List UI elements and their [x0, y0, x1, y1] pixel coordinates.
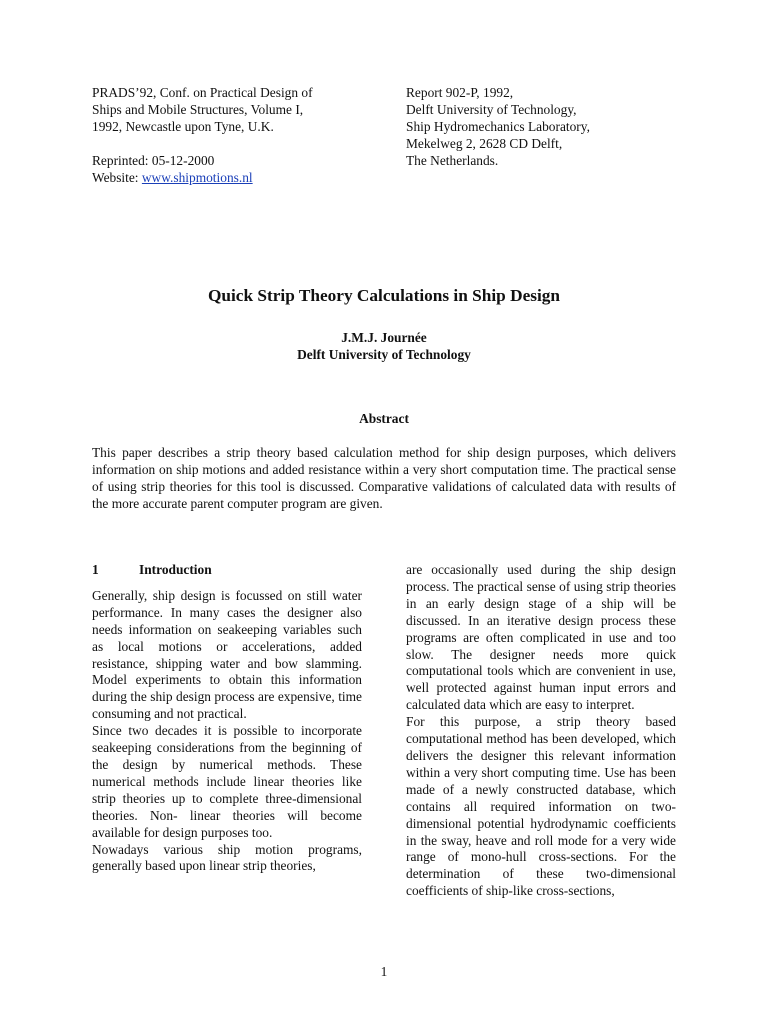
paper-title: Quick Strip Theory Calculations in Ship Design	[207, 286, 561, 305]
intro-paragraph-1: Generally, ship design is focussed on still water performance. In many cases the designer also needs information on seakeeping variables such as local motions or accelerations, added resistance, shipping water and bow slamming. Model experiments to obtain this information during the ship design process are expensive, time consuming and not practical.	[92, 587, 362, 722]
conference-line-1: PRADS’92, Conf. on Practical Design of	[92, 85, 313, 100]
reprint-date: Reprinted: 05-12-2000	[92, 153, 215, 168]
section-number: 1	[92, 562, 99, 577]
website-line	[92, 169, 392, 186]
author-block	[0, 329, 768, 363]
publication-info	[92, 84, 392, 186]
intro-paragraph-3: Nowadays various ship motion programs, generally based upon linear strip theories,	[92, 841, 362, 874]
intro-paragraph-5: For this purpose, a strip theory based computational method has been developed, which delivers the designer this relevant information within a very short computing time. Use has been made of a newly constructed database, which contains all required information on two-dimensional potential hydrodynamic coefficients in the sway, heave and roll mode for a very wide range of mono-hull cross-sections. For the determination of these two-dimensional coefficients of ship-like cross-sections,	[406, 714, 676, 899]
report-line-5: The Netherlands.	[406, 153, 499, 168]
website-link[interactable]: www.shipmotions.nl	[141, 170, 253, 185]
right-column	[406, 562, 676, 900]
abstract-text: This paper describes a strip theory based calculation method for ship design purposes, which delivers information on ship motions and added resistance within a very short computation time. The practical sense of using strip theories for this tool is discussed. Comparative validations of calculated data with results of the more accurate parent computer program are given.	[92, 445, 676, 511]
page-number: 1	[380, 964, 388, 979]
author-name: J.M.J. Journée	[341, 330, 427, 345]
report-line-1: Report 902-P, 1992,	[406, 85, 514, 100]
author-affiliation: Delft University of Technology	[297, 347, 471, 362]
report-line-3: Ship Hydromechanics Laboratory,	[406, 119, 590, 134]
intro-paragraph-4: are occasionally used during the ship design process. The practical sense of using strip theories in an early design stage of a ship will be discussed. In an iterative design process these programs are often complicated in use and too slow. The designer needs more quick computational tools which are convenient in use, well protected against human input errors and calculated data which are easy to interpret.	[406, 562, 676, 713]
abstract-heading: Abstract	[359, 411, 409, 426]
report-line-2: Delft University of Technology,	[406, 102, 577, 117]
report-info	[406, 84, 706, 169]
left-column	[92, 562, 362, 875]
website-label: Website:	[92, 170, 139, 185]
section-title: Introduction	[139, 562, 212, 577]
section-heading	[92, 562, 362, 579]
conference-line-2: Ships and Mobile Structures, Volume I,	[92, 102, 304, 117]
report-line-4: Mekelweg 2, 2628 CD Delft,	[406, 136, 563, 151]
intro-paragraph-2: Since two decades it is possible to incorporate seakeeping considerations from the beginning of the design by numerical methods. These numerical methods include linear theories like strip theories up to complete three-dimensional theories. Non- linear theories will become available for design purposes too.	[92, 723, 362, 840]
conference-line-3: 1992, Newcastle upon Tyne, U.K.	[92, 119, 274, 134]
